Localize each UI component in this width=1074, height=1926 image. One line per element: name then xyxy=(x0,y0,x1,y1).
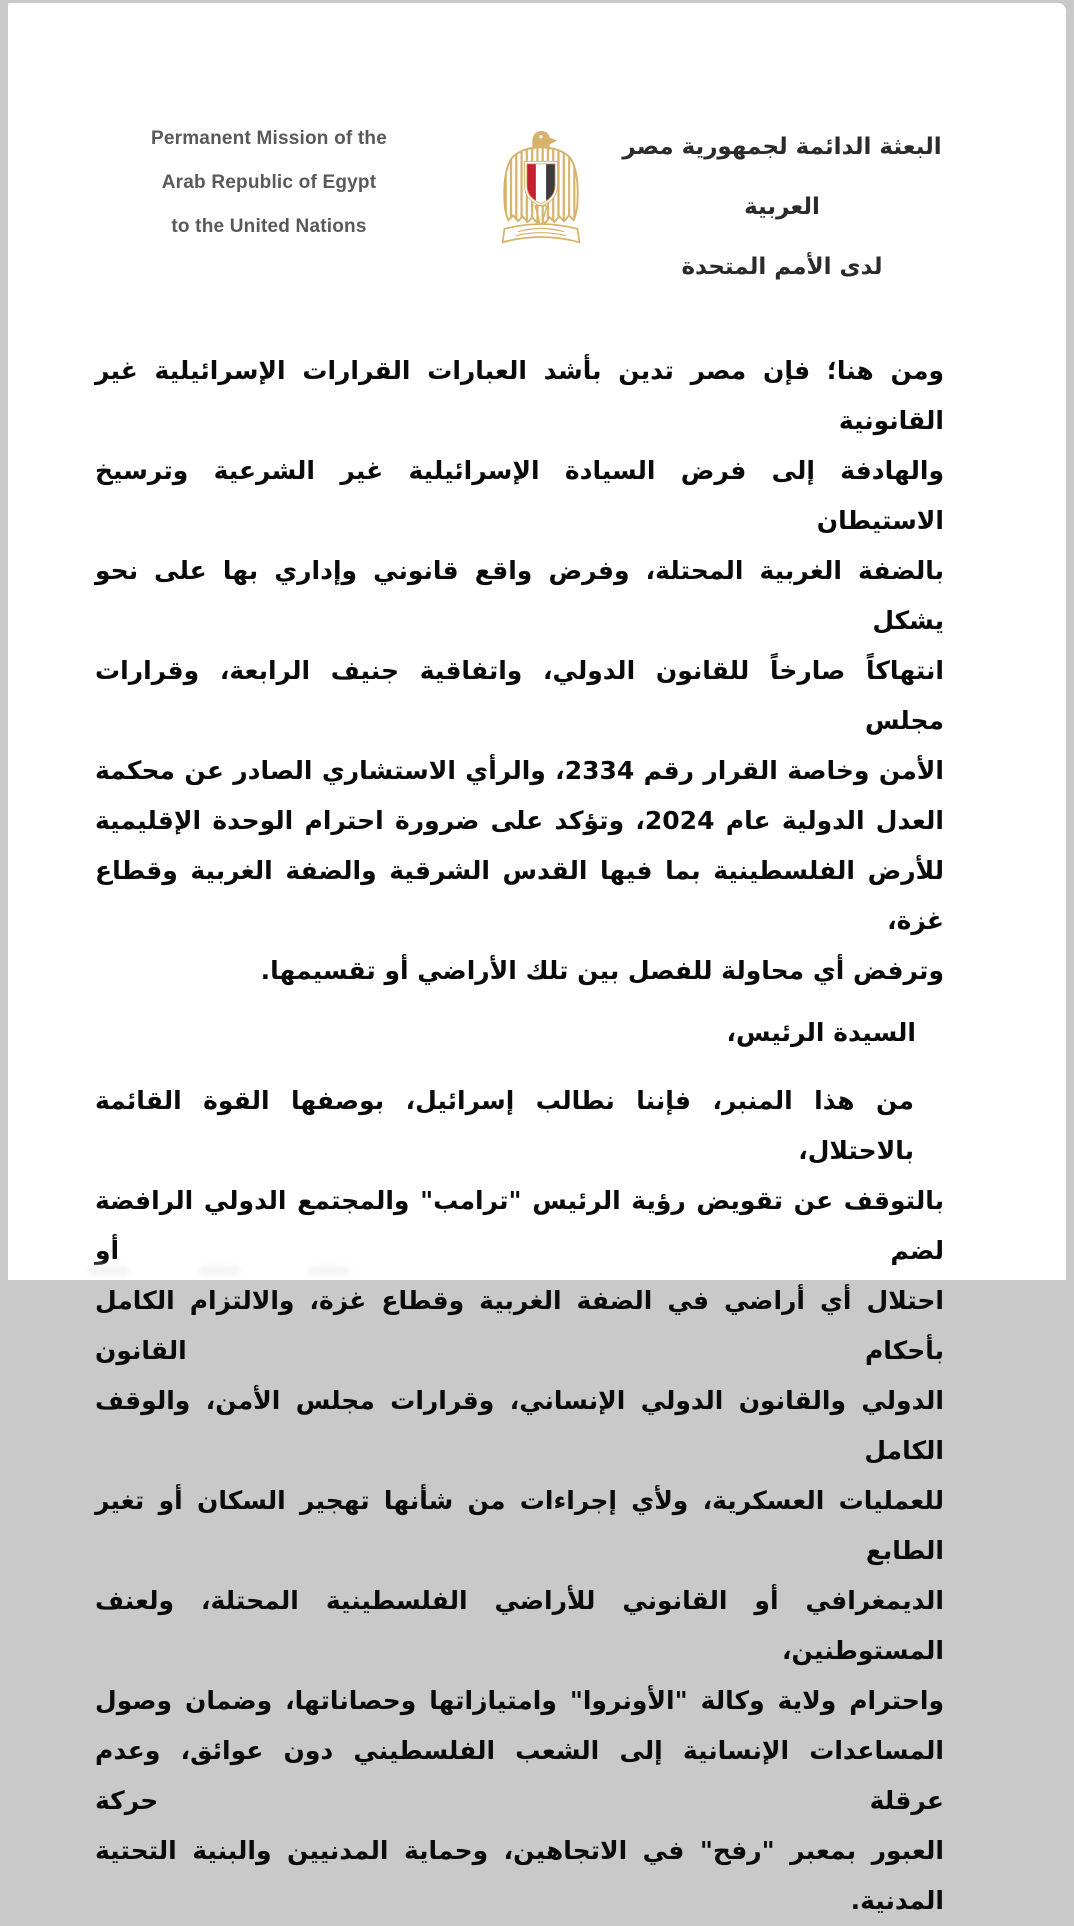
scan-artifact xyxy=(308,1266,350,1276)
letterhead xyxy=(8,3,1066,297)
text-line: ومن هنا؛ فإن مصر تدين بأشد العبارات القرارات الإسرائيلية غير القانونية xyxy=(95,356,944,435)
text-line: انتهاكاً صارخاً للقانون الدولي، واتفاقية جنيف الرابعة، وقرارات مجلس xyxy=(95,656,944,735)
text-line: بالضفة الغربية المحتلة، وفرض واقع قانوني وإداري بها على نحو يشكل xyxy=(95,556,944,635)
text-line: وترفض أي محاولة للفصل بين تلك الأراضي أو تقسيمها. xyxy=(260,956,944,985)
text-line: to the United Nations xyxy=(171,216,367,237)
text-line: الديمغرافي أو القانوني للأراضي الفلسطينية المحتلة، ولعنف المستوطنين، xyxy=(95,1586,944,1665)
egypt-coat-of-arms-icon xyxy=(490,117,592,255)
salutation-line: السيدة الرئيس، xyxy=(726,1018,916,1047)
mission-name-arabic xyxy=(592,117,972,297)
text-line: العدل الدولية عام 2024، وتؤكد على ضرورة احترام الوحدة الإقليمية xyxy=(95,806,944,835)
text-line: من هذا المنبر، فإننا نطالب إسرائيل، بوصفها القوة القائمة بالاحتلال، xyxy=(95,1086,914,1165)
text-line: والهادفة إلى فرض السيادة الإسرائيلية غير الشرعية وترسيخ الاستيطان xyxy=(95,456,944,535)
text-line: Arab Republic of Egypt xyxy=(161,172,377,193)
scan-artifact xyxy=(88,1266,130,1276)
text-line: Permanent Mission of the xyxy=(150,128,387,149)
text-line: بالتوقف عن تقويض رؤية الرئيس "ترامب" والمجتمع الدولي الرافضة لضم أو xyxy=(95,1186,944,1265)
text-line: العبور بمعبر "رفح" في الاتجاهين، وحماية المدنيين والبنية التحتية المدنية. xyxy=(95,1836,944,1915)
scan-artifact xyxy=(198,1266,240,1276)
text-line: احتلال أي أراضي في الضفة الغربية وقطاع غزة، والالتزام الكامل بأحكام القانون xyxy=(95,1286,944,1365)
text-line: لدى الأمم المتحدة xyxy=(681,254,883,280)
text-line: الدولي والقانون الدولي الإنساني، وقرارات مجلس الأمن، والوقف الكامل xyxy=(95,1386,944,1465)
text-line: المساعدات الإنسانية إلى الشعب الفلسطيني دون عوائق، وعدم عرقلة حركة xyxy=(95,1736,944,1815)
text-line: البعثة الدائمة لجمهورية مصر العربية xyxy=(622,134,942,220)
paragraph-condemnation xyxy=(95,346,944,996)
letter-body xyxy=(8,346,1066,1926)
text-line: للعمليات العسكرية، ولأي إجراءات من شأنها تهجير السكان أو تغير الطابع xyxy=(95,1486,944,1565)
paragraph-demands xyxy=(95,1076,944,1926)
document-page xyxy=(8,3,1066,1915)
text-line: للأرض الفلسطينية بما فيها القدس الشرقية والضفة الغربية وقطاع غزة، xyxy=(95,856,944,935)
text-line: واحترام ولاية وكالة "الأونروا" وامتيازاتها وحصاناتها، وضمان وصول xyxy=(95,1686,944,1715)
mission-name-english xyxy=(138,117,400,249)
text-line: الأمن وخاصة القرار رقم 2334، والرأي الاستشاري الصادر عن محكمة xyxy=(95,756,944,785)
